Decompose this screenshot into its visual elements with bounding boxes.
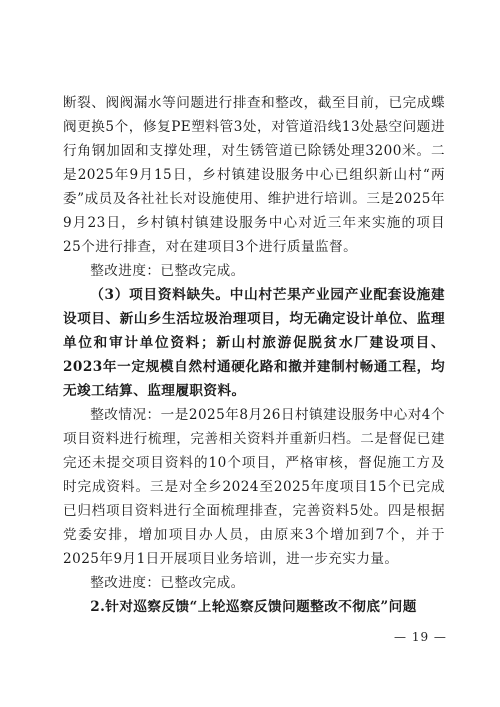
paragraph-section-heading: 2.针对巡察反馈“上轮巡察反馈问题整改不彻底”问题 — [90, 599, 417, 615]
paragraph-rectification-details: 断裂、阀阀漏水等问题进行排查和整改，截至目前，已完成蝶阀更换5个，修复PE塑料管3处，对管道沿线13处悬空问题进行角钢加固和支撑处理，对生锈管道已除锈处理3200米。二是2025年9月15日，乡村镇建设服务中心已组织新山村“两委”成员及各社社长对设施使用、维护进行培训。三是2025年9月23日，乡村镇村镇建设服务中心对近三年来实施的项目25个进行排查，对在建项目3个进行质量监督。 — [63, 95, 445, 255]
document-body — [63, 91, 445, 619]
paragraph-progress-2: 整改进度：已整改完成。 — [90, 575, 245, 591]
paragraph-rectification-situation: 整改情况：一是2025年8月26日村镇建设服务中心对4个项目资料进行梳理，完善相关资料并重新归档。二是督促已建完还未提交项目资料的10个项目，严格审核，督促施工方及时完成资料。三是对全乡2024至2025年度项目15个已完成已归档项目资料进行全面梳理排查，完善资料5处。四是根据党委安排，增加项目办人员，由原来3个增加到7个，并于2025年9月1日开展项目业务培训，进一步充实力量。 — [63, 407, 445, 567]
paragraph-missing-materials: （3）项目资料缺失。中山村芒果产业园产业配套设施建设项目、新山乡生活垃圾治理项目，均无确定设计单位、监理单位和审计单位资料；新山村旅游促脱贫水厂建设项目、2023年一定规模自然村通硬化路和撤并建制村畅通工程，均无竣工结算、监理履职资料。 — [63, 287, 445, 399]
page-number: — 19 — — [394, 630, 447, 644]
paragraph-progress-1: 整改进度：已整改完成。 — [90, 263, 245, 279]
